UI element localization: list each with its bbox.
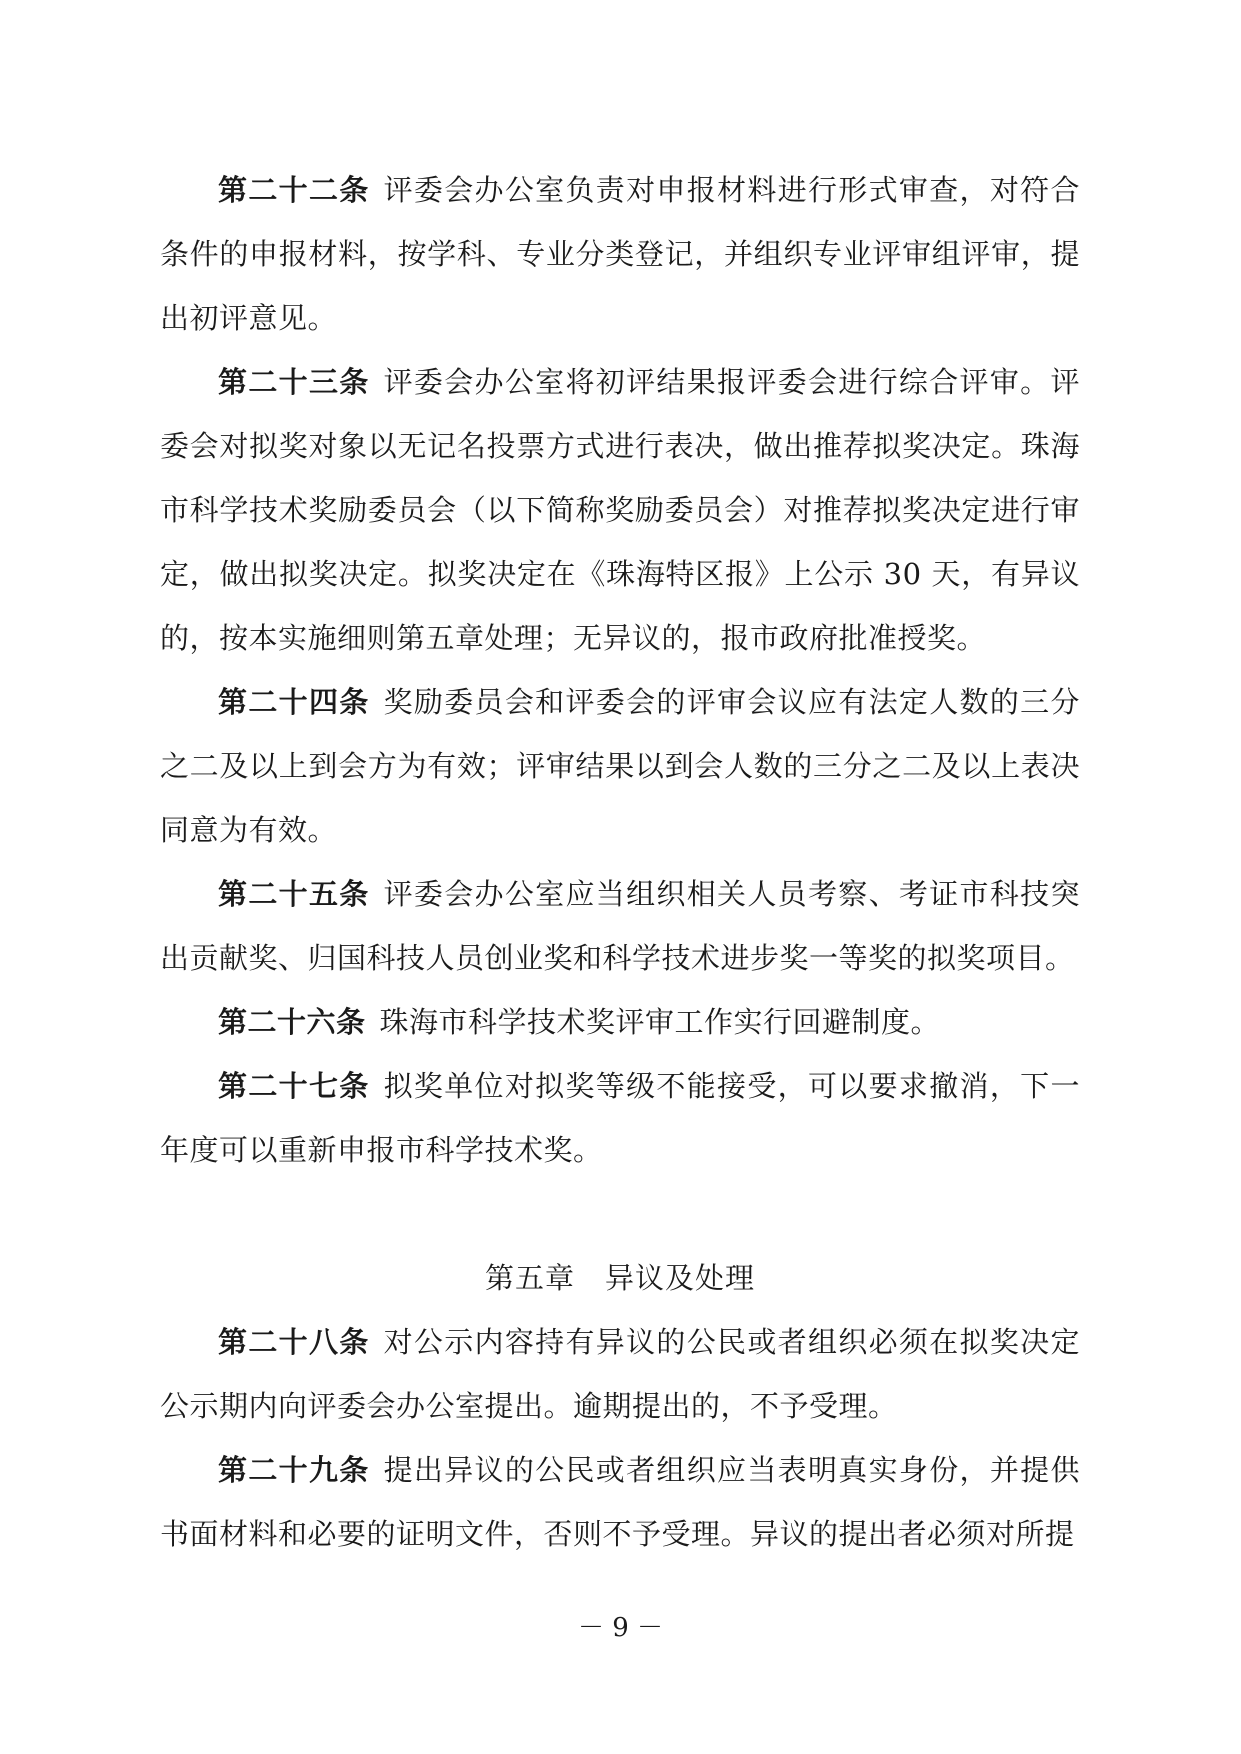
article-label: 第二十四条 bbox=[218, 685, 370, 719]
article-text: 评委会办公室负责对申报材料进行形式审查，对符合条件的申报材料，按学科、专业分类登记，并组织专业评审组评审，提出初评意见。 bbox=[160, 173, 1080, 335]
article-text: 评委会办公室应当组织相关人员考察、考证市科技突出贡献奖、归国科技人员创业奖和科学技术进步奖一等奖的拟奖项目。 bbox=[160, 877, 1080, 975]
article-text: 对公示内容持有异议的公民或者组织必须在拟奖决定公示期内向评委会办公室提出。逾期提出的，不予受理。 bbox=[160, 1325, 1080, 1423]
article-22 bbox=[160, 158, 1080, 350]
article-label: 第二十九条 bbox=[218, 1453, 370, 1487]
article-27 bbox=[160, 1054, 1080, 1182]
document-body bbox=[160, 158, 1080, 1566]
article-24 bbox=[160, 670, 1080, 862]
article-label: 第二十六条 bbox=[218, 1005, 366, 1039]
chapter-heading bbox=[160, 1246, 1080, 1310]
article-23 bbox=[160, 350, 1080, 670]
page-number: － 9 － bbox=[577, 1613, 664, 1643]
article-text: 拟奖单位对拟奖等级不能接受，可以要求撤消，下一年度可以重新申报市科学技术奖。 bbox=[160, 1069, 1080, 1167]
chapter-number: 第五章 bbox=[484, 1261, 575, 1295]
article-label: 第二十八条 bbox=[218, 1325, 370, 1359]
article-25 bbox=[160, 862, 1080, 990]
article-26 bbox=[160, 990, 1080, 1054]
article-label: 第二十三条 bbox=[218, 365, 370, 399]
article-label: 第二十二条 bbox=[218, 173, 370, 207]
article-text: 珠海市科学技术奖评审工作实行回避制度。 bbox=[379, 1005, 941, 1039]
article-label: 第二十七条 bbox=[218, 1069, 370, 1103]
article-text: 奖励委员会和评委会的评审会议应有法定人数的三分之二及以上到会方为有效；评审结果以到会人数的三分之二及以上表决同意为有效。 bbox=[160, 685, 1080, 847]
article-28 bbox=[160, 1310, 1080, 1438]
article-text: 评委会办公室将初评结果报评委会进行综合评审。评委会对拟奖对象以无记名投票方式进行表决，做出推荐拟奖决定。珠海市科学技术奖励委员会（以下简称奖励委员会）对推荐拟奖决定进行审定，做出拟奖决定。拟奖决定在《珠海特区报》上公示 30 天，有异议的，按本实施细则第五章处理；无异议的，报市政府批准授奖。 bbox=[160, 365, 1080, 655]
chapter-title: 异议及处理 bbox=[605, 1261, 756, 1295]
article-label: 第二十五条 bbox=[218, 877, 370, 911]
article-29 bbox=[160, 1438, 1080, 1566]
article-text: 提出异议的公民或者组织应当表明真实身份，并提供书面材料和必要的证明文件，否则不予受理。异议的提出者必须对所提 bbox=[160, 1453, 1080, 1551]
